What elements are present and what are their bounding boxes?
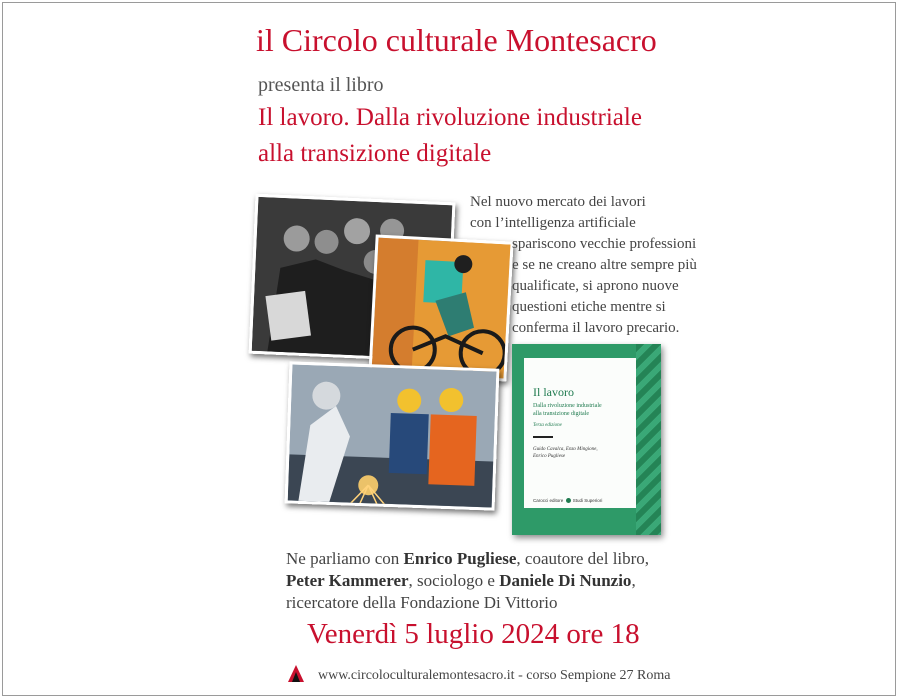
speaker-name: Peter Kammerer xyxy=(286,571,409,590)
cover-pattern xyxy=(636,344,661,535)
speaker-name: Enrico Pugliese xyxy=(403,549,517,568)
publisher-logo-icon xyxy=(566,498,571,503)
book-title-line2: alla transizione digitale xyxy=(258,140,492,167)
delivery-cyclist-photo xyxy=(368,234,513,381)
book-cover xyxy=(512,344,661,535)
cover-subtitle: Dalla rivoluzione industriale alla transizione digitale xyxy=(533,403,602,417)
book-title-line1: Il lavoro. Dalla rivoluzione industriale xyxy=(258,104,642,131)
description-line: conferma il lavoro precario. xyxy=(512,320,680,336)
footer-website[interactable]: www.circoloculturalemontesacro.it - corso Sempione 27 Roma xyxy=(318,668,671,683)
event-date: Venerdì 5 luglio 2024 ore 18 xyxy=(307,618,640,650)
speaker-name: Daniele Di Nunzio xyxy=(499,571,632,590)
cover-title: Il lavoro xyxy=(533,385,574,399)
cover-authors: Guido Cavalca, Enzo Mingione, Enrico Pugliese xyxy=(533,447,598,459)
presents-label: presenta il libro xyxy=(258,74,384,96)
circolo-logo-icon xyxy=(286,663,306,683)
description-line: qualificate, si aprono nuove xyxy=(512,278,679,294)
cover-panel xyxy=(524,358,636,508)
cover-edition: Terza edizione xyxy=(533,423,562,428)
industrial-robot-photo xyxy=(285,361,500,510)
speakers-text: Ne parliamo con Enrico Pugliese, coautore del libro, Peter Kammerer, sociologo e Daniele Di Nunzio, ricercatore della Fondazione Di Vittorio xyxy=(286,549,650,612)
organizer-title: il Circolo culturale Montesacro xyxy=(256,22,657,58)
description-line: Nel nuovo mercato dei lavori xyxy=(470,194,646,210)
description-line: spariscono vecchie professioni xyxy=(512,236,697,252)
cover-divider xyxy=(533,436,553,438)
cover-publisher: Carocci editore Studi Superiori xyxy=(533,498,603,503)
description-line: questioni etiche mentre si xyxy=(512,299,666,315)
description-line: e se ne creano altre sempre più xyxy=(512,257,697,273)
description-line: con l’intelligenza artificiale xyxy=(470,215,636,231)
